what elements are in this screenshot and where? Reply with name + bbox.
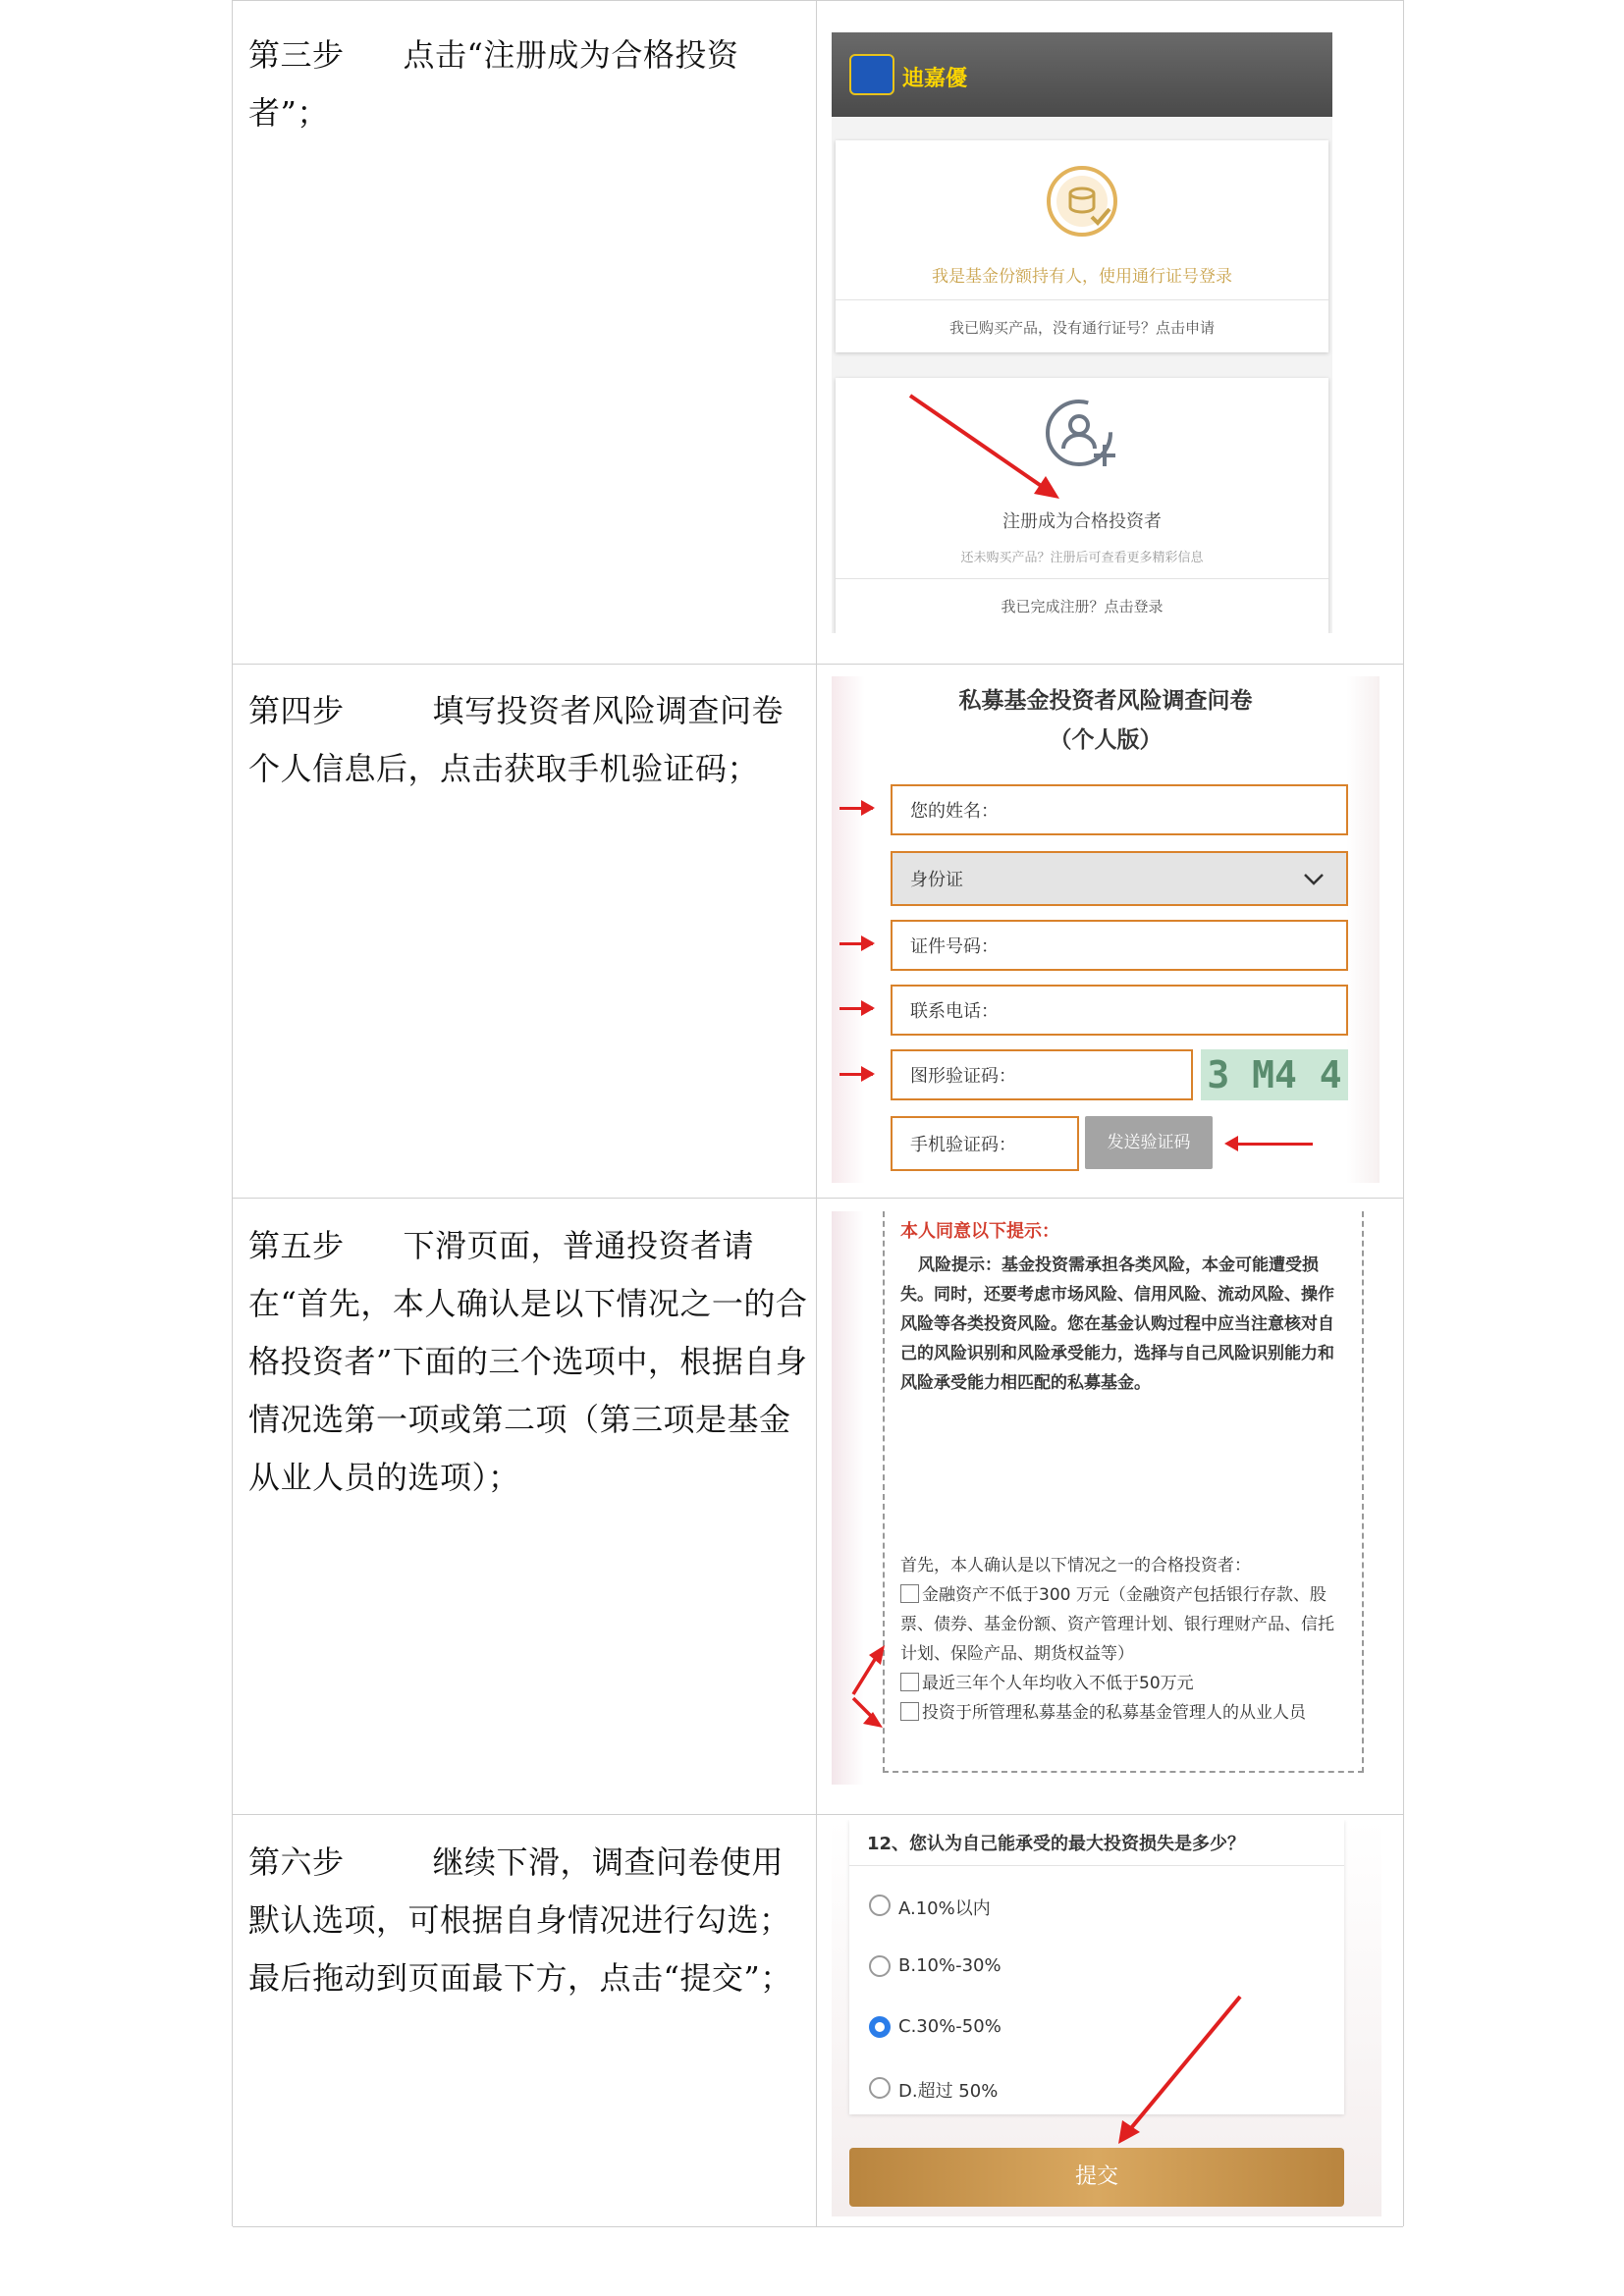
arrow-phone <box>839 1007 873 1010</box>
id-number-field[interactable]: 证件号码： <box>891 920 1348 971</box>
notice-box <box>883 1211 1364 1773</box>
question-screenshot <box>832 1820 1381 2216</box>
risk-notice-text: 风险提示：基金投资需承担各类风险，本金可能遭受损失。同时，还要考虑市场风险、信用风险、流动风险、操作风险等各类投资风险。您在基金认购过程中应当注意核对自己的风险识别和风险承受能力，选择与自己风险识别能力和风险承受能力相匹配的私募基金。 <box>900 1255 1334 1393</box>
survey-form-screenshot <box>832 676 1380 1183</box>
step-table <box>232 0 1404 2226</box>
notice-heading: 本人同意以下提示： <box>900 1221 1059 1242</box>
row-step-3 <box>233 0 1403 665</box>
step-label: 第五步 <box>248 1227 345 1264</box>
question-title: 12、您认为自己能承受的最大投资损失是多少？ <box>867 1834 1246 1854</box>
send-code-button[interactable]: 发送验证码 <box>1085 1116 1213 1169</box>
form-title: 私募基金投资者风险调查问卷 <box>958 688 1253 714</box>
step-6-description <box>248 1834 808 2007</box>
option-text: 最近三年个人年均收入不低于50万元 <box>922 1674 1194 1693</box>
register-login-link[interactable]: 我已完成注册？点击登录 <box>1001 598 1164 615</box>
chevron-down-icon <box>1303 873 1325 886</box>
captcha-field[interactable]: 图形验证码： <box>891 1049 1193 1100</box>
arrow-send-code <box>1236 1143 1313 1146</box>
row-step-6 <box>233 1814 1403 2227</box>
register-link[interactable]: 注册成为合格投资者 <box>1002 511 1162 532</box>
option-c-label: C.30%-50% <box>898 2016 1001 2037</box>
register-hint: 还未购买产品？注册后可查看更多精彩信息 <box>960 551 1204 565</box>
step-label: 第四步 <box>248 692 345 729</box>
id-type-select[interactable] <box>891 851 1348 906</box>
pointer-arrow <box>832 32 1332 633</box>
row-step-4 <box>233 663 1403 1199</box>
arrow-id-number <box>839 942 873 945</box>
option-b-label: B.10%-30% <box>898 1955 1001 1976</box>
holder-apply-link[interactable]: 我已购买产品，没有通行证号？点击申请 <box>948 319 1215 337</box>
step-label: 第三步 <box>248 36 345 74</box>
pointer-arrow <box>832 1820 1381 2216</box>
checkbox[interactable] <box>900 1584 919 1603</box>
phone-field[interactable]: 联系电话： <box>891 985 1348 1036</box>
qualification-option-2[interactable] <box>900 1669 1346 1698</box>
step-text: 点击“注册成为合格投资者”； <box>248 36 739 132</box>
step-4-description <box>248 682 808 798</box>
arrow-name <box>839 807 873 810</box>
app-name: 迪嘉優 <box>902 67 968 91</box>
qualification-option-1[interactable] <box>900 1580 1346 1669</box>
confirm-heading: 首先，本人确认是以下情况之一的合格投资者： <box>900 1556 1251 1575</box>
investor-notice-screenshot <box>832 1211 1370 1785</box>
step-text: 下滑页面，普通投资者请在“首先，本人确认是以下情况之一的合格投资者”下面的三个选项中，根据自身情况选第一项或第二项（第三项是基金从业人员的选项）； <box>248 1227 808 1496</box>
sms-code-field[interactable]: 手机验证码： <box>891 1116 1079 1171</box>
step-label: 第六步 <box>248 1843 345 1881</box>
name-field[interactable]: 您的姓名： <box>891 784 1348 835</box>
arrow-captcha <box>839 1073 873 1076</box>
row-step-5 <box>233 1198 1403 1815</box>
pointer-arrows <box>832 1604 910 1761</box>
form-subtitle: （个人版） <box>1049 727 1163 753</box>
option-text: 投资于所管理私募基金的私募基金管理人的从业人员 <box>922 1703 1306 1723</box>
option-text: 金融资产不低于300 万元（金融资产包括银行存款、股票、债券、基金份额、资产管理计划、银行理财产品、信托计划、保险产品、期货权益等） <box>900 1585 1334 1664</box>
captcha-image[interactable]: 3 M4 4 <box>1201 1049 1348 1100</box>
login-screenshot <box>832 32 1332 633</box>
submit-button[interactable]: 提交 <box>849 2148 1344 2207</box>
option-a-label: A.10%以内 <box>898 1898 991 1919</box>
qualification-option-3[interactable] <box>900 1698 1346 1728</box>
step-text: 继续下滑，调查问卷使用默认选项，可根据自身情况进行勾选；最后拖动到页面最下方，点击“提交”； <box>248 1843 792 1997</box>
step-text: 填写投资者风险调查问卷个人信息后，点击获取手机验证码； <box>248 692 785 787</box>
step-3-description <box>248 27 808 142</box>
holder-login-link[interactable]: 我是基金份额持有人，使用通行证号登录 <box>932 267 1232 287</box>
step-5-description <box>248 1217 808 1507</box>
id-type-value: 身份证 <box>910 870 963 890</box>
option-d-label: D.超过 50% <box>898 2081 999 2102</box>
